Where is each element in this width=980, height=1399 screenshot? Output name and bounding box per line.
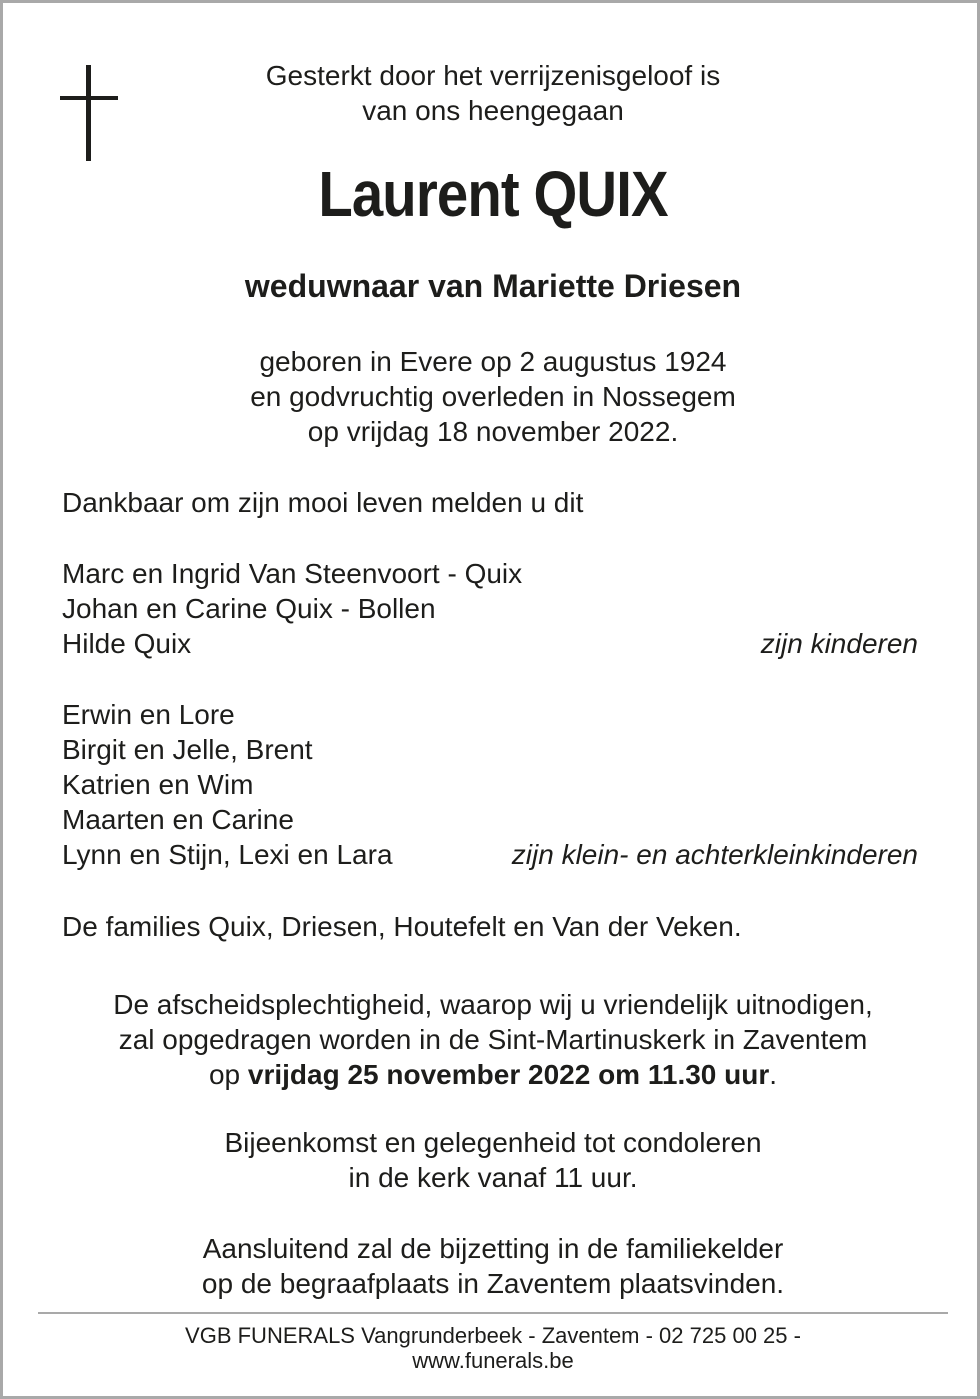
- gathering-line: in de kerk vanaf 11 uur.: [348, 1162, 638, 1193]
- intro-line: Gesterkt door het verrijzenisgeloof is: [265, 60, 721, 91]
- dates-line: geboren in Evere op 2 augustus 1924: [259, 346, 727, 377]
- families-line: De families Quix, Driesen, Houtefelt en Van der Veken.: [62, 911, 742, 942]
- list-item: [62, 837, 922, 872]
- deceased-name: Laurent QUIX: [318, 158, 668, 230]
- intro-text: [3, 58, 980, 128]
- children-list: [62, 556, 922, 661]
- ceremony-suffix: .: [769, 1059, 778, 1090]
- burial-line: Aansluitend zal de bijzetting in de familiekelder: [202, 1233, 784, 1264]
- ceremony-line: De afscheidsplechtigheid, waarop wij u vriendelijk uitnodigen,: [113, 989, 873, 1020]
- children-relation: zijn kinderen: [760, 628, 918, 659]
- footer-divider: [38, 1312, 948, 1314]
- ceremony-text: [3, 987, 980, 1092]
- ceremony-line: zal opgedragen worden in de Sint-Martinuskerk in Zaventem: [118, 1024, 868, 1055]
- list-item: [62, 802, 922, 837]
- funeral-home-footer: [3, 1323, 980, 1373]
- list-item: [62, 591, 922, 626]
- burial-line: op de begraafplaats in Zaventem plaatsvinden.: [201, 1268, 785, 1299]
- ceremony-prefix: op: [208, 1059, 241, 1090]
- child-name: Johan en Carine Quix - Bollen: [62, 593, 436, 624]
- dates-line: en godvruchtig overleden in Nossegem: [250, 381, 736, 412]
- footer-line: VGB FUNERALS Vangrunderbeek - Zaventem - 02 725 00 25 -: [185, 1323, 801, 1348]
- ceremony-date-line: [3, 1057, 980, 1092]
- grandchildren-list: [62, 697, 922, 872]
- list-item: [62, 732, 922, 767]
- grandchild-name: Maarten en Carine: [62, 804, 294, 835]
- child-name: Marc en Ingrid Van Steenvoort - Quix: [62, 558, 523, 589]
- list-item: [62, 767, 922, 802]
- footer-website: www.funerals.be: [412, 1348, 574, 1373]
- list-item: [62, 697, 922, 732]
- grandchild-name: Birgit en Jelle, Brent: [62, 734, 313, 765]
- child-name: Hilde Quix: [62, 628, 192, 659]
- intro-line: van ons heengegaan: [362, 95, 624, 126]
- thanks-line: Dankbaar om zijn mooi leven melden u dit: [62, 487, 584, 518]
- grandchild-name: Erwin en Lore: [62, 699, 235, 730]
- grandchildren-relation: zijn klein- en achterkleinkinderen: [511, 839, 918, 870]
- grandchild-name: Katrien en Wim: [62, 769, 254, 800]
- dates-line: op vrijdag 18 november 2022.: [307, 416, 679, 447]
- ceremony-date: vrijdag 25 november 2022 om 11.30 uur: [247, 1059, 770, 1090]
- birth-death-dates: [3, 344, 980, 449]
- widower-line: weduwnaar van Mariette Driesen: [244, 268, 742, 304]
- grandchild-name: Lynn en Stijn, Lexi en Lara: [62, 839, 393, 870]
- gathering-line: Bijeenkomst en gelegenheid tot condoleren: [224, 1127, 762, 1158]
- gathering-text: [3, 1125, 980, 1195]
- burial-text: [3, 1231, 980, 1301]
- list-item: [62, 556, 922, 591]
- list-item: [62, 626, 922, 661]
